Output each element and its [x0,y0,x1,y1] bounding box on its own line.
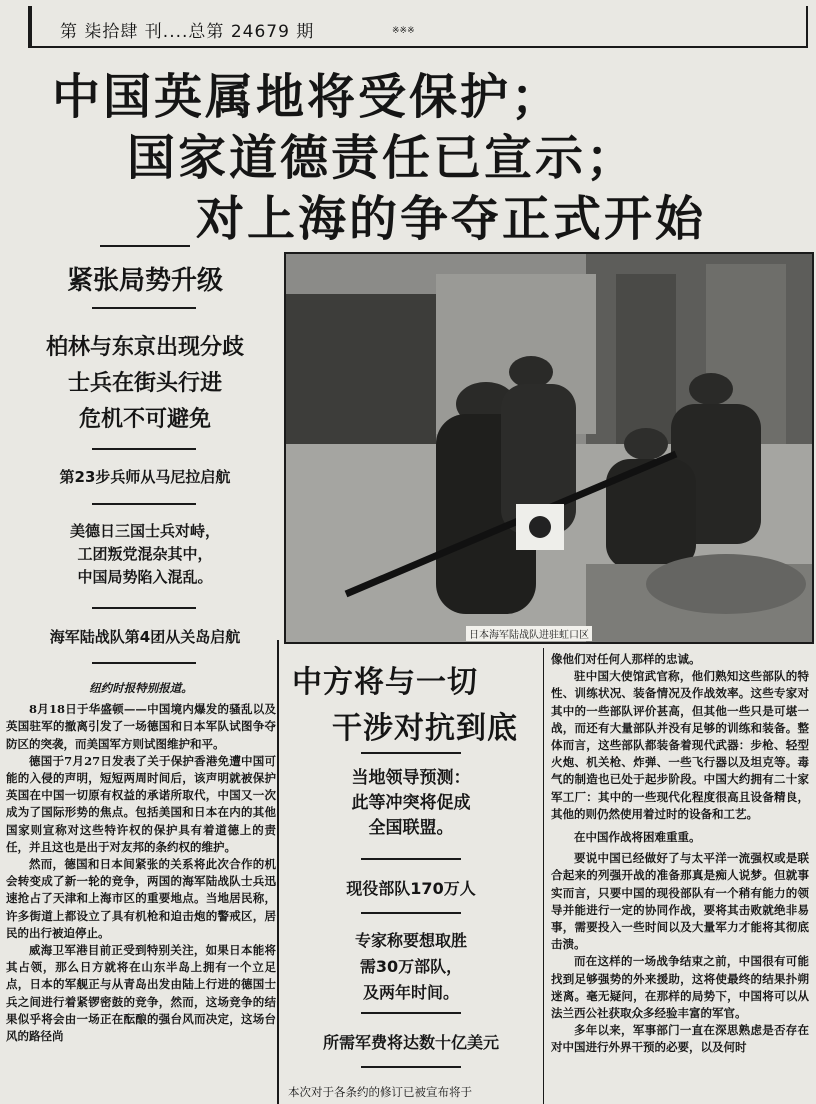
left-paragraph-1: 8月18日于华盛顿——中国境内爆发的骚乱以及英国驻军的撤离引发了一场德国和日本军队试图争夺防区的突袭，而美国军方则试图维护和平。 [6,702,276,751]
middle-head-1-line-2: 干涉对抗到底 [332,711,518,746]
deck-divider [100,245,190,247]
left-paragraph-4: 威海卫军港目前正受到特别关注，如果日本能将其占领，那么日方就将在山东半岛上拥有一个立足点，日本的军舰正与从青岛出发由陆上行进的德国士兵之间进行着紧锣密鼓的竞争，然而，这场竞争的结果似乎将会由一场正在酝酿的强台风而决定，这场台风的路径尚 [6,943,276,1044]
middle-deck-2 [280,766,542,841]
middle-deck-3: 现役部队170万人 [346,879,476,898]
photo-illustration [286,254,812,642]
column-rule-right [543,648,544,1104]
left-article-body [6,680,276,1104]
left-deck-2-line-2: 士兵在街头行进 [67,371,222,396]
byline: 纽约时报特别报道。 [89,681,193,695]
deck-divider [361,1012,461,1014]
column-rule-left [277,640,279,1104]
left-deck-1: 紧张局势升级 [66,266,223,296]
left-deck-3: 第23步兵师从马尼拉启航 [59,468,231,486]
photo-caption: 日本海军陆战队进驻虹口区 [466,626,592,641]
middle-deck-2-line-2: 此等冲突将促成 [351,793,471,813]
middle-deck-4-line-1: 专家称要想取胜 [354,931,467,950]
left-deck-4-line-3: 中国局势陷入混乱。 [77,568,213,586]
news-photo [284,252,814,644]
left-deck-4-line-2: 工团叛党混杂其中， [77,545,213,563]
right-subhead: 在中国作战将困难重重。 [574,830,701,845]
deck-divider [92,503,196,505]
masthead-issue: 第 柒拾肆 刊....总第 24679 期 [60,22,315,42]
middle-deck-4-line-3: 及两年时间。 [362,983,459,1002]
deck-divider [92,607,196,609]
headline-line-1: 中国英属地将受保护； [52,69,563,125]
middle-head-1-line-1: 中方将与一切 [292,665,478,700]
middle-deck-2-line-1: 当地领导预测： [351,768,471,788]
middle-article-body [288,1084,540,1104]
right-paragraph-0: 像他们对任何人那样的忠诚。 [551,652,701,666]
deck-divider [92,307,196,309]
masthead-rule [28,46,808,48]
right-article-body [551,651,809,1104]
left-deck-4-line-1: 美德日三国士兵对峙， [69,522,220,540]
left-deck-5: 海军陆战队第4团从关岛启航 [49,628,241,646]
deck-divider [92,448,196,450]
left-paragraph-3: 然而，德国和日本间紧张的关系将此次合作的机会转变成了新一轮的竞争，两国的海军陆战队士兵迅速抢占了天津和上海市区的重要地点。当地居民称，许多街道上都设立了具有机枪和迫击炮的警戒区，居民的出行被迫停止。 [6,857,276,940]
headline-line-3: 对上海的争夺正式开始 [196,191,707,247]
masthead-ornament: ※※※ [392,26,415,36]
right-paragraph-3: 而在这样的一场战争结束之前，中国很有可能找到足够强势的外来援助，这将使最终的结果扑朔迷离。毫无疑问，在那样的局势下，中国将可以从法兰西公社获取众多经验丰富的军官。 [551,954,809,1021]
left-paragraph-2: 德国于7月27日发表了关于保护香港免遭中国可能的入侵的声明，短短两周时间后，该声明就被保护英国在中国一切原有权益的承诺所取代，中国又一次成为了国际形势的焦点。包括美国和日本在内的其他国家则宣称对这些特许权的保护具有着道德上的责任，并且这也是出于对友邦的条约权的维护。 [6,753,276,854]
deck-divider [361,858,461,860]
right-paragraph-2: 要说中国已经做好了与太平洋一流强权或是联合起来的列强开战的准备那真是痴人说梦。但就事实而言，只要中国的现役部队有一个稍有能力的领导并能进行一定的协同作战，要将其击败就绝非易事，需要投入一些时间以及大量军力才能将其彻底击溃。 [551,851,809,952]
headline-line-2: 国家道德责任已宣示； [127,130,638,186]
middle-deck-5: 所需军费将达数十亿美元 [322,1033,499,1052]
deck-divider [361,1066,461,1068]
left-deck-2-line-1: 柏林与东京出现分歧 [45,335,244,360]
deck-divider [361,752,461,754]
middle-deck-2-line-3: 全国联盟。 [368,818,454,838]
middle-deck-4 [280,928,542,1006]
deck-divider [361,912,461,914]
deck-divider [92,662,196,664]
middle-paragraph-1: 本次对于各条约的修订已被宣布将于 [288,1085,472,1099]
right-border [806,6,808,46]
right-paragraph-4: 多年以来，军事部门一直在深思熟虑是否存在对中国进行外界干预的必要，以及何时 [551,1023,809,1055]
right-paragraph-1: 驻中国大使馆武官称，他们熟知这些部队的特性、训练状况、装备情况及作战效率。这些专家对其中的一些部队评价甚高，但其他一些只是可堪一战，而还有大量部队并没有足够的训练和装备。整体而言，这些部队都装备着现代武器：步枪、轻型火炮、机关枪、炸弹、一些飞行器以及坦克等。毒气的制造也已处于起步阶段。中国大约拥有二十家军工厂：其中的一些现代化程度很高且设备精良，其他的则仍然使用着过时的设备和工艺。 [551,669,809,821]
left-deck-4 [0,520,290,589]
left-deck-2-line-3: 危机不可避免 [78,407,211,432]
left-border [28,6,32,46]
middle-deck-4-line-2: 需30万部队， [359,957,463,976]
